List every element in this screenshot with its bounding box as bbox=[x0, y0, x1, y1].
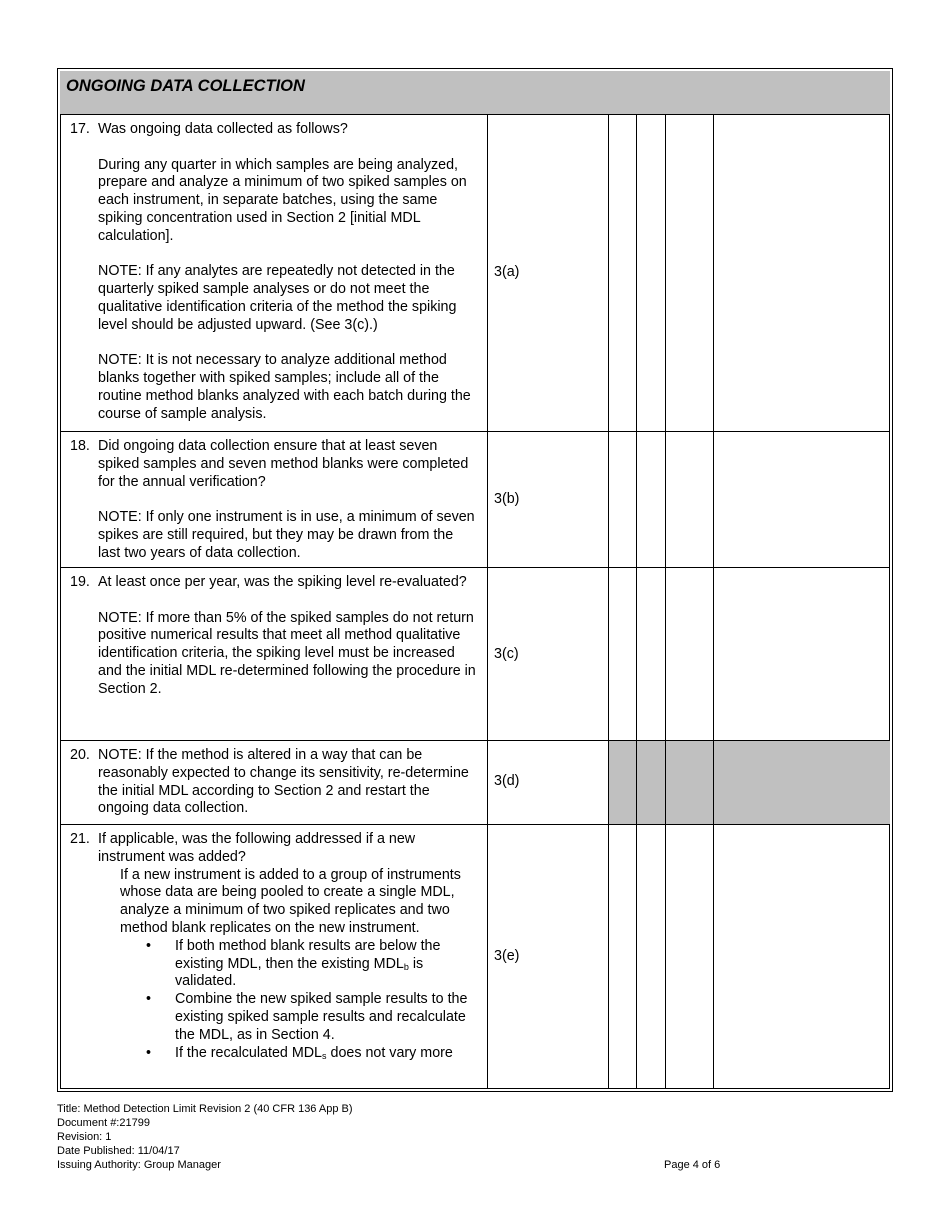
question-number: 19. bbox=[70, 574, 90, 590]
answer-cell[interactable] bbox=[666, 432, 714, 567]
table-row-20 bbox=[60, 741, 890, 825]
answer-cell[interactable] bbox=[609, 568, 637, 740]
page-number: Page 4 of 6 bbox=[664, 1159, 721, 1171]
reference-label: 3(b) bbox=[494, 491, 520, 507]
table-row-17 bbox=[60, 115, 890, 432]
reference-cell bbox=[487, 115, 609, 431]
question-text bbox=[98, 121, 478, 424]
reference-label: 3(c) bbox=[494, 646, 519, 662]
question-prompt: Did ongoing data collection ensure that at least seven spiked samples and seven method blanks were completed for the annual verification? bbox=[98, 438, 469, 490]
answer-cell[interactable] bbox=[609, 825, 637, 1089]
list-item: • If both method blank results are below the existing MDL, then the existing $MDL_b$ is validated. bbox=[146, 937, 441, 990]
comments-cell[interactable] bbox=[714, 115, 890, 431]
bullet-list bbox=[98, 938, 478, 1063]
question-cell bbox=[60, 741, 488, 824]
question-detail: If a new instrument is added to a group of instruments whose data are being pooled to create a single MDL, analyze a minimum of two spiked replicates and two method blank replicates on the new instrument. bbox=[120, 866, 461, 936]
section-title: ONGOING DATA COLLECTION bbox=[66, 77, 305, 95]
comments-cell[interactable] bbox=[714, 568, 890, 740]
shaded-cell bbox=[637, 741, 666, 824]
question-note: NOTE: If more than 5% of the spiked samples do not return positive numerical results that meet all method qualitative identification criteria, the spiking level must be increased and the initial MDL re-determined following the procedure in Section 2. bbox=[98, 609, 476, 697]
question-note: NOTE: If the method is altered in a way that can be reasonably expected to change its sensitivity, re-determine the initial MDL according to Section 2 and restart the ongoing data collection. bbox=[98, 747, 469, 817]
shaded-cell bbox=[666, 741, 714, 824]
question-detail: During any quarter in which samples are being analyzed, prepare and analyze a minimum of two spiked samples on each instrument, in separate batches, using the same spiking concentration used in Section 2 [initial MDL calculation]. bbox=[98, 156, 467, 244]
answer-cell[interactable] bbox=[637, 825, 666, 1089]
table-row-19 bbox=[60, 568, 890, 741]
list-item: • If the recalculated $MDL_s$ does not vary more bbox=[146, 1044, 453, 1061]
question-prompt: Was ongoing data collected as follows? bbox=[98, 121, 348, 137]
reference-label: 3(e) bbox=[494, 948, 520, 964]
question-note: NOTE: It is not necessary to analyze additional method blanks together with spiked samples; include all of the routine method blanks analyzed with each batch during the course of sample analysis. bbox=[98, 352, 471, 422]
question-number: 18. bbox=[70, 438, 90, 454]
bullet-icon: • bbox=[146, 1044, 152, 1061]
document-footer bbox=[57, 1102, 353, 1172]
question-text bbox=[98, 438, 478, 563]
question-cell bbox=[60, 568, 488, 740]
comments-cell[interactable] bbox=[714, 825, 890, 1089]
answer-cell[interactable] bbox=[609, 432, 637, 567]
bullet-icon: • bbox=[146, 937, 152, 954]
question-prompt: At least once per year, was the spiking level re-evaluated? bbox=[98, 574, 467, 590]
question-cell bbox=[60, 432, 488, 567]
footer-issuing-authority: Issuing Authority: Group Manager bbox=[57, 1159, 221, 1171]
reference-label: 3(a) bbox=[494, 264, 520, 280]
footer-title: Title: Method Detection Limit Revision 2 (40 CFR 136 App B) bbox=[57, 1103, 353, 1115]
question-note: NOTE: If any analytes are repeatedly not detected in the quarterly spiked sample analyses or do not meet the qualitative identification criteria of the method the spiking level should be adjusted upward. (See 3(c).) bbox=[98, 263, 457, 333]
answer-cell[interactable] bbox=[637, 432, 666, 567]
footer-revision: Revision: 1 bbox=[57, 1131, 112, 1143]
question-number: 17. bbox=[70, 121, 90, 137]
footer-date-published: Date Published: 11/04/17 bbox=[57, 1145, 180, 1157]
reference-cell bbox=[487, 825, 609, 1089]
answer-cell[interactable] bbox=[637, 568, 666, 740]
answer-cell[interactable] bbox=[637, 115, 666, 431]
reference-cell bbox=[487, 741, 609, 824]
answer-cell[interactable] bbox=[666, 568, 714, 740]
question-text bbox=[98, 747, 478, 818]
reference-cell bbox=[487, 432, 609, 567]
comments-cell[interactable] bbox=[714, 432, 890, 567]
answer-cell[interactable] bbox=[666, 115, 714, 431]
shaded-cell bbox=[609, 741, 637, 824]
footer-document-number: Document #:21799 bbox=[57, 1117, 150, 1129]
question-prompt: If applicable, was the following addressed if a new instrument was added? bbox=[98, 831, 416, 865]
reference-label: 3(d) bbox=[494, 773, 520, 789]
answer-cell[interactable] bbox=[609, 115, 637, 431]
question-cell bbox=[60, 825, 488, 1089]
list-item: • Combine the new spiked sample results to the existing spiked sample results and recalculate the MDL, as in Section 4. bbox=[146, 991, 468, 1043]
shaded-cell bbox=[714, 741, 890, 824]
table-row-21 bbox=[60, 825, 890, 1089]
answer-cell[interactable] bbox=[666, 825, 714, 1089]
question-text bbox=[98, 831, 478, 1062]
table-row-18 bbox=[60, 432, 890, 568]
question-number: 21. bbox=[70, 831, 90, 847]
reference-cell bbox=[487, 568, 609, 740]
question-note: NOTE: If only one instrument is in use, a minimum of seven spikes are still required, but they may be drawn from the last two years of data collection. bbox=[98, 509, 475, 561]
bullet-icon: • bbox=[146, 991, 152, 1008]
question-number: 20. bbox=[70, 747, 90, 763]
question-cell bbox=[60, 115, 488, 431]
question-text bbox=[98, 574, 478, 699]
section-header bbox=[60, 71, 890, 115]
